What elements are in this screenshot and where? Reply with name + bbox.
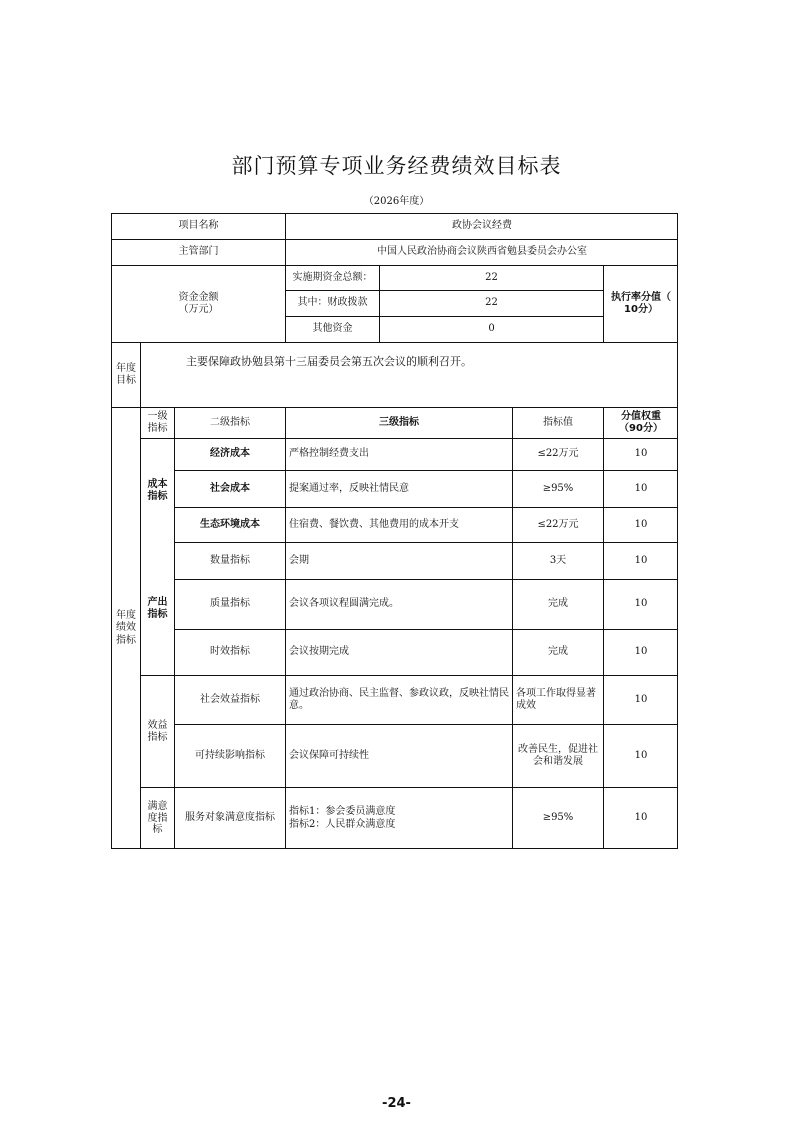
benefit-indicator-label: 效益指标 [141,676,175,788]
output-indicator-label: 产出指标 [141,543,175,676]
project-name-label: 项目名称 [112,214,286,240]
year-subtitle: （2026年度） [363,196,430,207]
output-level2-quality: 质量指标 [175,580,286,630]
output-value-quality: 完成 [513,580,604,630]
cost-level3-social: 提案通过率，反映社情民意 [286,471,513,508]
output-level2-timeliness: 时效指标 [175,630,286,676]
annual-goal-text: 主要保障政协勉县第十三届委员会第五次会议的顺利召开。 [141,343,678,408]
benefit-level2-social: 社会效益指标 [175,676,286,725]
output-level3-quality: 会议各项议程圆满完成。 [286,580,513,630]
satisfaction-level3-line1: 指标1：参会委员满意度 [289,806,396,817]
satisfaction-indicator-label: 满意度指标 [141,788,175,849]
output-weight-quantity: 10 [604,543,678,580]
funds-other-label: 其他资金 [286,317,380,343]
page-title: 部门预算专项业务经费绩效目标表 [231,154,562,178]
execution-rate-line1: 执行率分值（ [611,291,671,303]
satisfaction-weight: 10 [634,812,648,824]
benefit-weight-sustain: 10 [604,725,678,788]
header-level3: 三级指标 [286,408,513,439]
cost-weight-social: 10 [604,471,678,508]
benefit-value-sustain: 改善民生，促进社会和谐发展 [513,725,604,788]
funds-total-label: 实施期资金总额： [286,266,380,291]
cost-weight-eco-env: 10 [604,508,678,543]
output-level2-quantity: 数量指标 [175,543,286,580]
benefit-weight-social: 10 [604,676,678,725]
cost-level2-eco-env: 生态环境成本 [175,508,286,543]
page-number: -24- [382,1096,411,1111]
funds-other-value: 0 [380,317,604,343]
header-weight-line2: （90分） [619,423,663,434]
cost-level3-economic: 严格控制经费支出 [286,439,513,471]
project-name-value: 政协会议经费 [286,214,678,240]
cost-indicator-label: 成本指标 [141,439,175,543]
funds-total-value: 22 [380,266,604,291]
output-weight-timeliness: 10 [604,630,678,676]
cost-value-social: ≥95% [513,471,604,508]
funds-label [112,266,286,343]
cost-level2-social: 社会成本 [175,471,286,508]
funds-label-line1: 资金金额 [178,291,219,303]
output-level3-quantity: 会期 [286,543,513,580]
indicators-section-label: 年度绩效指标 [112,408,141,849]
funds-fiscal-label: 其中：财政拨款 [286,291,380,317]
benefit-level3-social: 通过政治协商、民主监督、参政议政，反映社情民意。 [286,676,513,725]
satisfaction-level2: 服务对象满意度指标 [175,788,286,849]
satisfaction-level3 [286,788,513,849]
performance-table [111,213,678,849]
header-level1: 一级指标 [141,408,175,439]
output-value-timeliness: 完成 [513,630,604,676]
cost-level3-eco-env: 住宿费、餐饮费、其他费用的成本开支 [286,508,513,543]
funds-fiscal-value: 22 [380,291,604,317]
output-value-quantity: 3天 [513,543,604,580]
cost-value-eco-env: ≤22万元 [513,508,604,543]
output-weight-quality: 10 [604,580,678,630]
execution-rate-line2: 10分） [624,304,658,315]
department-value: 中国人民政治协商会议陕西省勉县委员会办公室 [286,240,678,266]
benefit-level2-sustain: 可持续影响指标 [175,725,286,788]
satisfaction-value: ≥95% [513,788,604,849]
benefit-value-social: 各项工作取得显著成效 [513,676,604,725]
execution-rate-score [604,266,678,343]
department-label: 主管部门 [112,240,286,266]
output-level3-timeliness: 会议按期完成 [286,630,513,676]
cost-value-economic: ≤22万元 [513,439,604,471]
annual-goal-label: 年度目标 [112,343,141,408]
header-weight-line1: 分值权重 [621,410,661,422]
satisfaction-level3-line2: 指标2：人民群众满意度 [289,818,396,830]
header-weight [604,408,678,439]
benefit-level3-sustain: 会议保障可持续性 [286,725,513,788]
funds-label-line2: （万元） [178,304,219,315]
cost-level2-economic: 经济成本 [175,439,286,471]
header-level2: 二级指标 [175,408,286,439]
header-value: 指标值 [513,408,604,439]
cost-weight-economic: 10 [604,439,678,471]
